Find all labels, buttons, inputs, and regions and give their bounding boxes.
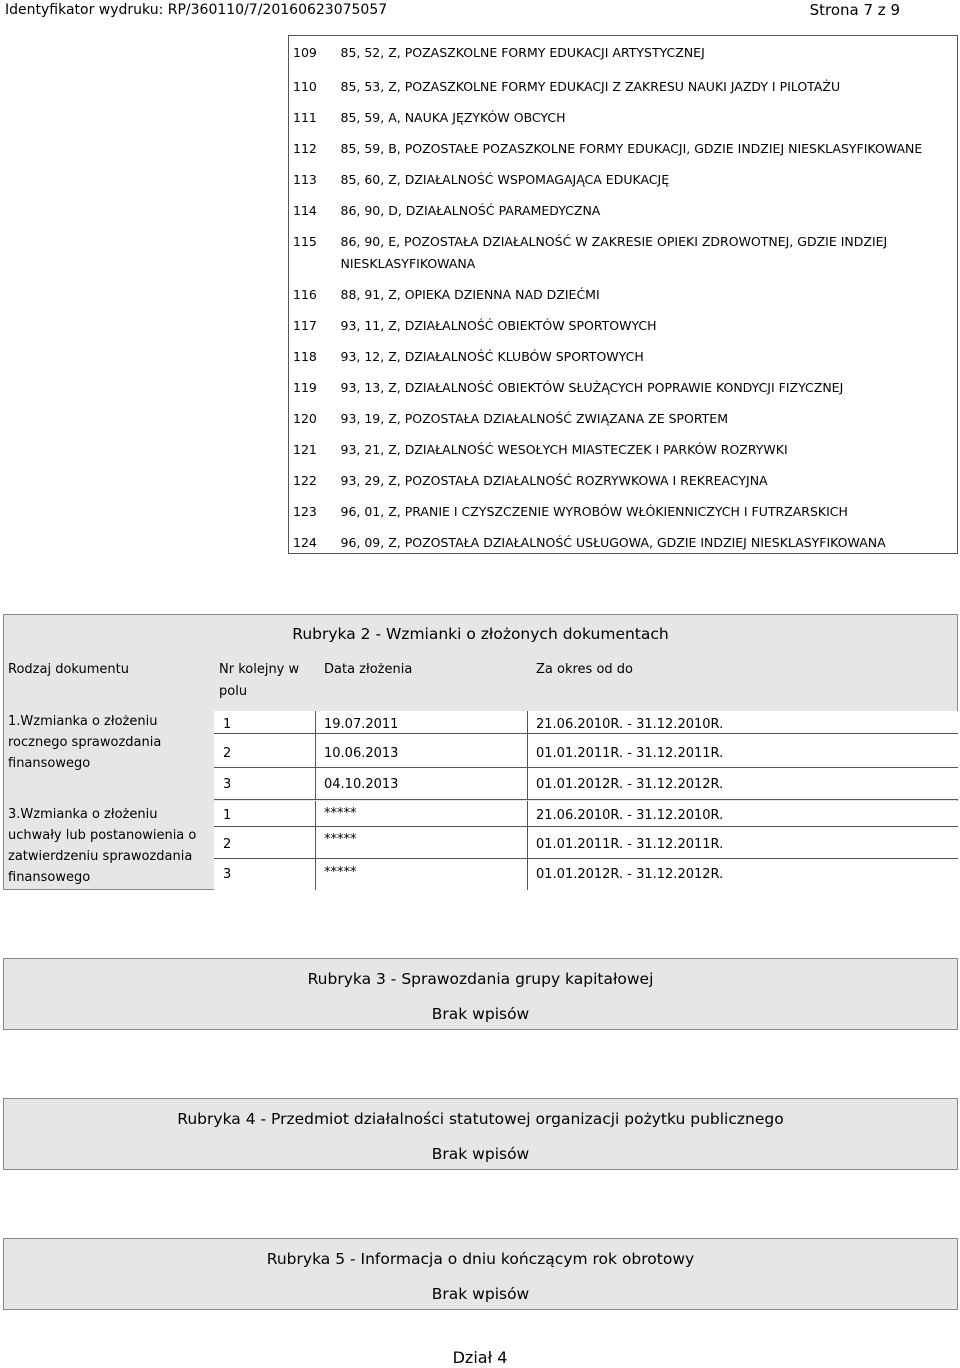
activities-table-body — [289, 36, 958, 554]
filing-date: 04.10.2013 — [324, 777, 399, 792]
column-header-period: Za okres od do — [536, 662, 633, 677]
sequence-number: 2 — [223, 746, 232, 761]
filing-date: ***** — [324, 832, 357, 847]
activity-description: 96, 09, Z, POZOSTAŁA DZIAŁALNOŚĆ USŁUGOWA, GDZIE INDZIEJ NIESKLASYFIKOWANA — [340, 534, 886, 550]
table-row — [289, 492, 958, 523]
filing-date: ***** — [324, 806, 357, 821]
activity-description: 85, 59, B, POZOSTAŁE POZASZKOLNE FORMY EDUKACJI, GDZIE INDZIEJ NIESKLASYFIKOWANE — [340, 140, 923, 156]
activity-number: 124 — [293, 534, 317, 550]
table-row — [289, 160, 958, 191]
rubryka-5-no-entries: Brak wpisów — [431, 1285, 530, 1303]
activity-number: 122 — [293, 472, 317, 488]
table-row — [214, 827, 958, 859]
table-row — [214, 711, 958, 734]
activity-number: 123 — [293, 503, 317, 519]
period: 01.01.2012R. - 31.12.2012R. — [536, 867, 724, 882]
table-row — [214, 768, 958, 800]
rubryka-2-section — [3, 614, 958, 890]
activity-number: 118 — [293, 348, 317, 364]
activity-number: 119 — [293, 379, 317, 395]
activity-number: 117 — [293, 317, 317, 333]
filing-date: 10.06.2013 — [324, 746, 399, 761]
filing-date: 19.07.2011 — [324, 717, 399, 732]
table-row — [289, 222, 958, 275]
activities-table — [288, 35, 958, 554]
table-row — [289, 129, 958, 160]
filing-date: ***** — [324, 865, 357, 880]
activity-description: 85, 60, Z, DZIAŁALNOŚĆ WSPOMAGAJĄCA EDUKACJĘ — [340, 171, 670, 187]
table-row — [214, 859, 958, 890]
activity-number: 113 — [293, 171, 317, 187]
activity-description: 85, 52, Z, POZASZKOLNE FORMY EDUKACJI ARTYSTYCZNEJ — [340, 45, 705, 60]
table-row — [289, 461, 958, 492]
column-header-document-type: Rodzaj dokumentu — [8, 662, 129, 677]
activity-number: 112 — [293, 140, 317, 156]
rubryka-4-no-entries: Brak wpisów — [431, 1145, 530, 1163]
rubryka-5-section — [3, 1238, 958, 1310]
table-row — [289, 36, 958, 67]
activity-number: 121 — [293, 441, 317, 457]
table-row — [289, 275, 958, 306]
activity-description: 86, 90, D, DZIAŁALNOŚĆ PARAMEDYCZNA — [340, 202, 601, 218]
sequence-number: 2 — [223, 837, 232, 852]
table-row — [289, 430, 958, 461]
column-divider — [315, 711, 316, 800]
table-row — [214, 801, 958, 827]
activity-description: 93, 21, Z, DZIAŁALNOŚĆ WESOŁYCH MIASTECZEK I PARKÓW ROZRYWKI — [340, 441, 788, 457]
page-number: Strona 7 z 9 — [809, 1, 900, 19]
print-identifier: Identyfikator wydruku: RP/360110/7/20160623075057 — [5, 2, 388, 18]
table-row — [289, 98, 958, 129]
column-header-sequence-number: Nr kolejny w polu — [219, 662, 300, 699]
activity-description: 88, 91, Z, OPIEKA DZIENNA NAD DZIEĆMI — [340, 286, 600, 302]
rubryka-2-title: Rubryka 2 - Wzmianki o złożonych dokumentach — [292, 625, 669, 643]
activity-description: 93, 11, Z, DZIAŁALNOŚĆ OBIEKTÓW SPORTOWYCH — [340, 317, 657, 333]
document-group-label: 3.Wzmianka o złożeniu uchwały lub postanowienia o zatwierdzeniu sprawozdania finansowego — [8, 807, 197, 885]
activity-description: 85, 53, Z, POZASZKOLNE FORMY EDUKACJI Z ZAKRESU NAUKI JAZDY I PILOTAŻU — [340, 78, 841, 94]
rubryka-4-section — [3, 1098, 958, 1170]
rubryka-3-no-entries: Brak wpisów — [431, 1005, 530, 1023]
activity-number: 109 — [293, 45, 317, 60]
table-row — [289, 306, 958, 337]
table-row — [289, 191, 958, 222]
activity-description: 93, 13, Z, DZIAŁALNOŚĆ OBIEKTÓW SŁUŻĄCYCH POPRAWIE KONDYCJI FIZYCZNEJ — [340, 379, 844, 395]
column-header-filing-date: Data złożenia — [324, 662, 413, 677]
activity-description: 85, 59, A, NAUKA JĘZYKÓW OBCYCH — [340, 109, 566, 125]
activity-description: 93, 29, Z, POZOSTAŁA DZIAŁALNOŚĆ ROZRYWKOWA I REKREACYJNA — [340, 472, 768, 488]
column-divider — [315, 801, 316, 890]
activity-description: 93, 19, Z, POZOSTAŁA DZIAŁALNOŚĆ ZWIĄZANA ZE SPORTEM — [340, 410, 728, 426]
period: 01.01.2011R. - 31.12.2011R. — [536, 837, 724, 852]
sequence-number: 1 — [223, 717, 232, 732]
table-row — [289, 399, 958, 430]
period: 01.01.2012R. - 31.12.2012R. — [536, 777, 724, 792]
activity-number: 111 — [293, 109, 317, 125]
document-group-label: 1.Wzmianka o złożeniu rocznego sprawozdania finansowego — [8, 714, 162, 771]
period: 21.06.2010R. - 31.12.2010R. — [536, 717, 724, 732]
activity-description: 96, 01, Z, PRANIE I CZYSZCZENIE WYROBÓW WŁÓKIENNICZYCH I FUTRZARSKICH — [340, 503, 848, 519]
activity-number: 115 — [293, 233, 317, 249]
rubryka-3-title: Rubryka 3 - Sprawozdania grupy kapitałowej — [307, 970, 654, 988]
section-heading: Dział 4 — [452, 1348, 508, 1367]
activity-description: 93, 12, Z, DZIAŁALNOŚĆ KLUBÓW SPORTOWYCH — [340, 348, 644, 364]
activity-description: 86, 90, E, POZOSTAŁA DZIAŁALNOŚĆ W ZAKRESIE OPIEKI ZDROWOTNEJ, GDZIE INDZIEJ NIESKLASYFIKOWANA — [340, 233, 888, 271]
document-group-rows — [214, 801, 958, 890]
table-row — [289, 67, 958, 98]
table-row — [289, 523, 958, 554]
activity-number: 116 — [293, 286, 317, 302]
period: 01.01.2011R. - 31.12.2011R. — [536, 746, 724, 761]
activity-number: 114 — [293, 202, 317, 218]
table-row — [214, 734, 958, 768]
table-row — [289, 368, 958, 399]
rubryka-3-section — [3, 958, 958, 1030]
rubryka-5-title: Rubryka 5 - Informacja o dniu kończącym rok obrotowy — [266, 1250, 695, 1268]
sequence-number: 3 — [223, 777, 232, 792]
period: 21.06.2010R. - 31.12.2010R. — [536, 808, 724, 823]
rubryka-4-title: Rubryka 4 - Przedmiot działalności statutowej organizacji pożytku publicznego — [177, 1110, 784, 1128]
sequence-number: 1 — [223, 808, 232, 823]
activity-number: 110 — [293, 78, 317, 94]
document-group-rows — [214, 711, 958, 800]
column-divider — [527, 801, 528, 890]
sequence-number: 3 — [223, 867, 232, 882]
activity-number: 120 — [293, 410, 317, 426]
column-divider — [527, 711, 528, 800]
table-row — [289, 337, 958, 368]
